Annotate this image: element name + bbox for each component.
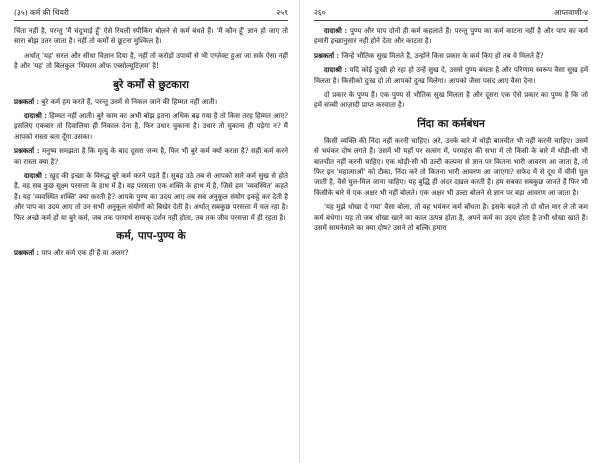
qa-paragraph [14, 146, 288, 167]
qa-paragraph [14, 111, 288, 142]
paragraph: 'यह मुझे धोखा दे गया' वैसा बोला, तो वह भयंकर कर्म बाँधता है। इसके बदले तो दो धौल मार ले तो कम कर्म बंधेगा। यह तो जब धोखा खाने का काल उत्पन्न होता है, अपने कर्म का उदय होता है तभी धोखा खाते हैं। उसमें सामनेवाले का क्या दोष? उसने तो बल्कि हमारा [314, 203, 588, 233]
section-heading: निंदा का कर्मबंधन [417, 117, 485, 130]
running-title: (३५) कर्म की थियरी [14, 8, 69, 17]
qa-paragraph [14, 171, 288, 223]
section-heading: बुरे कर्मों से छुटकारा [113, 78, 189, 91]
right-page-header [314, 6, 588, 20]
speaker-label: प्रश्नकर्ता : [14, 96, 40, 106]
qa-text: पुण्य और पाप दोनों ही कर्म कहलाते हैं। परन्तु पुण्य का कर्म काटना नहीं है और पाप का कर्म हमारी इच्छानुसार नहीं होने देता और काटता है। [314, 27, 588, 46]
header-rule [314, 20, 588, 21]
speaker-label: प्रश्नकर्ता : [314, 50, 340, 60]
speaker-label: दादाश्री : [324, 65, 348, 75]
qa-paragraph [314, 65, 588, 86]
right-page [300, 0, 600, 463]
paragraph: अर्थात् 'यह' सरल और सीधा विज्ञान दिया है, नहीं तो करोड़ों उपायों से भी एग्ज़ेक्ट हुआ जा सके ऐसा नहीं है और 'यह' तो बिलकुल 'थियरम ऑफ एब्सोल्यूटिज़म' है! [14, 51, 288, 71]
qa-text: पाप और कर्म एक ही हैं या अलग? [41, 249, 129, 258]
page-number: २६० [314, 8, 326, 17]
page-number: २५९ [276, 8, 288, 17]
qa-text: मनुष्य समझता है कि मृत्यु के बाद दूसरा जन्म है, फिर भी बुरे कर्म क्यों करता है? सही कर्म करने का रास्ता क्या है? [14, 147, 288, 166]
qa-paragraph [14, 248, 288, 258]
speaker-label: प्रश्नकर्ता : [14, 248, 40, 258]
speaker-label: दादाश्री : [24, 111, 47, 121]
speaker-label: दादाश्री : [24, 171, 48, 181]
qa-paragraph [314, 51, 588, 61]
paragraph: चिंता नहीं है, परन्तु 'मैं चंदूभाई हूँ' ऐसे रियली स्पीकिंग बोलने से कर्म बंधते हैं। 'मैं कौन हूँ' ज्ञान हो जाए तो सारा बोझ उतर जाता है। नहीं तो कर्मों से छूटना मुश्किल है। [14, 27, 288, 46]
left-page-header [14, 6, 288, 20]
qa-text: बुरे कर्म हम करते हैं, परन्तु उनमें से निकल जाने की हिम्मत नहीं आती। [41, 97, 218, 106]
qa-text: यदि कोई दुःखी हो रहा हो उन्हें सुख दे, उससे पुण्य बंधता है और परिणाम स्वरूप वैसा सुख हमें मिलता है। किसीको दुःख दो तो आपको दुःख मिलेगा। आपको जैसा पसंद आए वैसा देना। [314, 66, 589, 85]
qa-text: हिम्मत नहीं आती। बुरे काम का अभी बोझ इतना अधिक बढ़ गया है तो किस तरह हिम्मत आए? इसलिए एकबार तो दिवालिया ही निकाल देना है, फिर उधार चुकाना है। उधार तो चुकाना ही पड़ेगा न? मैं आपको रास्ता बता दूँगा उसका। [14, 112, 288, 141]
section-heading: कर्म, पाप-पुण्य के [116, 230, 186, 243]
paragraph: किसी व्यक्ति की निंदा नहीं करनी चाहिए। अरे, उनके बारे में थोड़ी बातचीत भी नहीं करनी चाहिए। उसमें से भयंकर दोष लगते हैं। उसमें भी यहाँ पर सत्संग में, परमहंस की सभा में तो किसी के बारे में थोड़ी-सी भी बातचीत नहीं करनी चाहिए। एक थोड़ी-सी भी उल्टी कल्पना से ज्ञान पर कितना भारी आवरण आ जाता है, तो फिर इन 'महात्माओं' को टीका, निंदा करें तो कितना भारी आवरण आ जाएगा? सफेद में से दूध में चीनी घुल जाती है, वैसे घुल-मिल जाना चाहिए। यह बुद्धि ही अंदर दख़ल करती है। हम सबका सबकुछ जानते हैं फिर भी किसीके बारे में एक अक्षर भी नहीं बोलते। एक अक्षर भी उल्टा बोलने से ज्ञान पर बड़ा आवरण आ जाता है। [314, 136, 588, 197]
running-title: आप्तवाणी-४ [553, 8, 588, 17]
qa-paragraph [14, 97, 288, 107]
qa-text: जिन्हें भौतिक सुख मिलते हैं, उन्होंने किस प्रकार के कर्म किए हों तब वे मिलते हैं? [341, 51, 544, 60]
speaker-label: प्रश्नकर्ता : [14, 146, 40, 156]
speaker-label: दादाश्री : [324, 26, 348, 35]
qa-paragraph [314, 26, 588, 47]
qa-text: खुद की इच्छा के विरुद्ध बुरे कर्म करने पड़ते हैं। सुबह उठे तब से आपको सारे कर्म सुख से होते हैं, वह सब कुछ सूक्ष्म परसत्ता के हाथ में है। यह परसत्ता एक शक्ति के हाथ में है, जिसे हम 'व्यवस्थित' कहते हैं। यह 'व्यवस्थित शक्ति' क्या करती है? आपके पुण्य का उदय आए तब सब अनुकूल संयोग इकट्ठे कर देती है और पाप का उदय आए तो उन सभी अनुकूल संयोगों को बिखेर देती है। अर्थात् सबकुछ परसत्ता में चल रहा है। फिर अच्छे कर्म हों या बुरे कर्म, जब तक परमार्थ सम्यक् दर्शन नहीं होता, तब तक जीव परसत्ता में ही रहता है। [14, 172, 288, 222]
header-rule [14, 20, 288, 21]
paragraph: दो प्रकार के पुण्य हैं। एक पुण्य से भौतिक सुख मिलता है और दूसरा एक ऐसे प्रकार का पुण्य है कि जो हमें सच्ची आज़ादी प्राप्त करवाता है। [314, 91, 588, 110]
